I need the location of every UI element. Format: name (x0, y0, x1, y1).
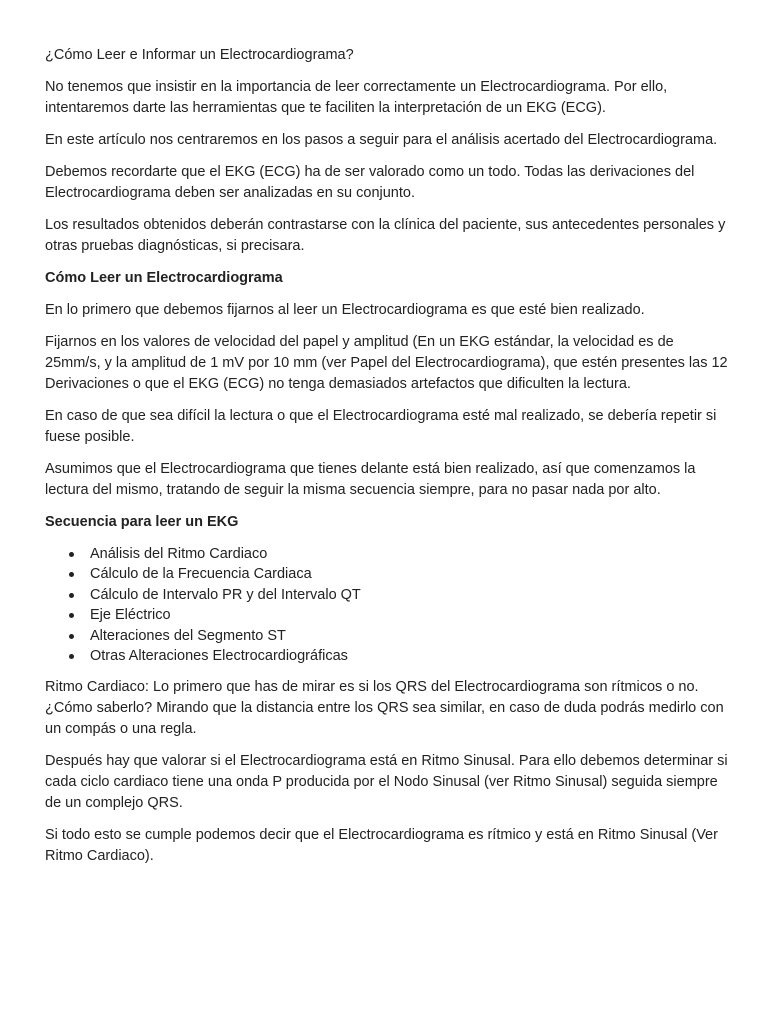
list-item (69, 605, 728, 625)
bullet-icon (69, 572, 74, 577)
section-heading-como-leer: Cómo Leer un Electrocardiograma (45, 270, 283, 286)
section1-paragraph-1: En lo primero que debemos fijarnos al leer un Electrocardiograma es que esté bien realizado. (45, 302, 645, 318)
steps-list (45, 544, 728, 666)
intro-paragraph-4: Los resultados obtenidos deberán contrastarse con la clínica del paciente, sus antecedentes personales y otras pruebas diagnósticas, si precisara. (45, 217, 726, 254)
section1-paragraph-2: Fijarnos en los valores de velocidad del papel y amplitud (En un EKG estándar, la velocidad es de 25mm/s, y la amplitud de 1 mV por 10 mm (ver Papel del Electrocardiograma), que estén presentes las 12 Derivaciones o que el EKG (ECG) no tenga demasiados artefactos que dificulten la lectura. (45, 334, 728, 392)
closing-paragraph-2: Después hay que valorar si el Electrocardiograma está en Ritmo Sinusal. Para ello debemos determinar si cada ciclo cardiaco tiene una onda P producida por el Nodo Sinusal (ver Ritmo Sinusal) seguida siempre de un complejo QRS. (45, 753, 728, 812)
list-item-label: Análisis del Ritmo Cardiaco (90, 546, 268, 562)
list-item (69, 544, 728, 564)
bullet-icon (69, 654, 74, 659)
bullet-icon (69, 634, 74, 639)
section-heading-secuencia: Secuencia para leer un EKG (45, 514, 239, 530)
list-item-label: Cálculo de Intervalo PR y del Intervalo QT (90, 586, 361, 603)
list-item-label: Alteraciones del Segmento ST (90, 627, 286, 644)
closing-paragraph-1: Ritmo Cardiaco: Lo primero que has de mirar es si los QRS del Electrocardiograma son rítmicos o no. ¿Cómo saberlo? Mirando que la distancia entre los QRS sea similar, en caso de duda podrás medirlo con un compás o una regla. (45, 679, 724, 738)
list-item (69, 626, 728, 646)
list-item-label: Cálculo de la Frecuencia Cardiaca (90, 566, 312, 583)
list-item-label: Otras Alteraciones Electrocardiográficas (90, 648, 348, 665)
list-item (69, 646, 728, 666)
intro-paragraph-3: Debemos recordarte que el EKG (ECG) ha de ser valorado como un todo. Todas las derivaciones del Electrocardiograma deben ser analizadas en su conjunto. (45, 164, 695, 201)
intro-paragraph-1: No tenemos que insistir en la importancia de leer correctamente un Electrocardiograma. Por ello, intentaremos darte las herramientas que te faciliten la interpretación de un EKG (ECG). (45, 79, 668, 116)
section1-paragraph-3: En caso de que sea difícil la lectura o que el Electrocardiograma esté mal realizado, se debería repetir si fuese posible. (45, 408, 717, 445)
bullet-icon (69, 552, 74, 557)
list-item-label: Eje Eléctrico (90, 607, 171, 624)
bullet-icon (69, 613, 74, 618)
closing-paragraph-3: Si todo esto se cumple podemos decir que el Electrocardiograma es rítmico y está en Ritmo Sinusal (Ver Ritmo Cardiaco). (45, 827, 718, 865)
document-title: ¿Cómo Leer e Informar un Electrocardiograma? (45, 47, 354, 63)
list-item (69, 564, 728, 584)
section1-paragraph-4: Asumimos que el Electrocardiograma que tienes delante está bien realizado, así que comenzamos la lectura del mismo, tratando de seguir la misma secuencia siempre, para no pasar nada por alto. (45, 461, 696, 498)
intro-paragraph-2: En este artículo nos centraremos en los pasos a seguir para el análisis acertado del Electrocardiograma. (45, 132, 718, 148)
bullet-icon (69, 593, 74, 598)
list-item (69, 585, 728, 605)
